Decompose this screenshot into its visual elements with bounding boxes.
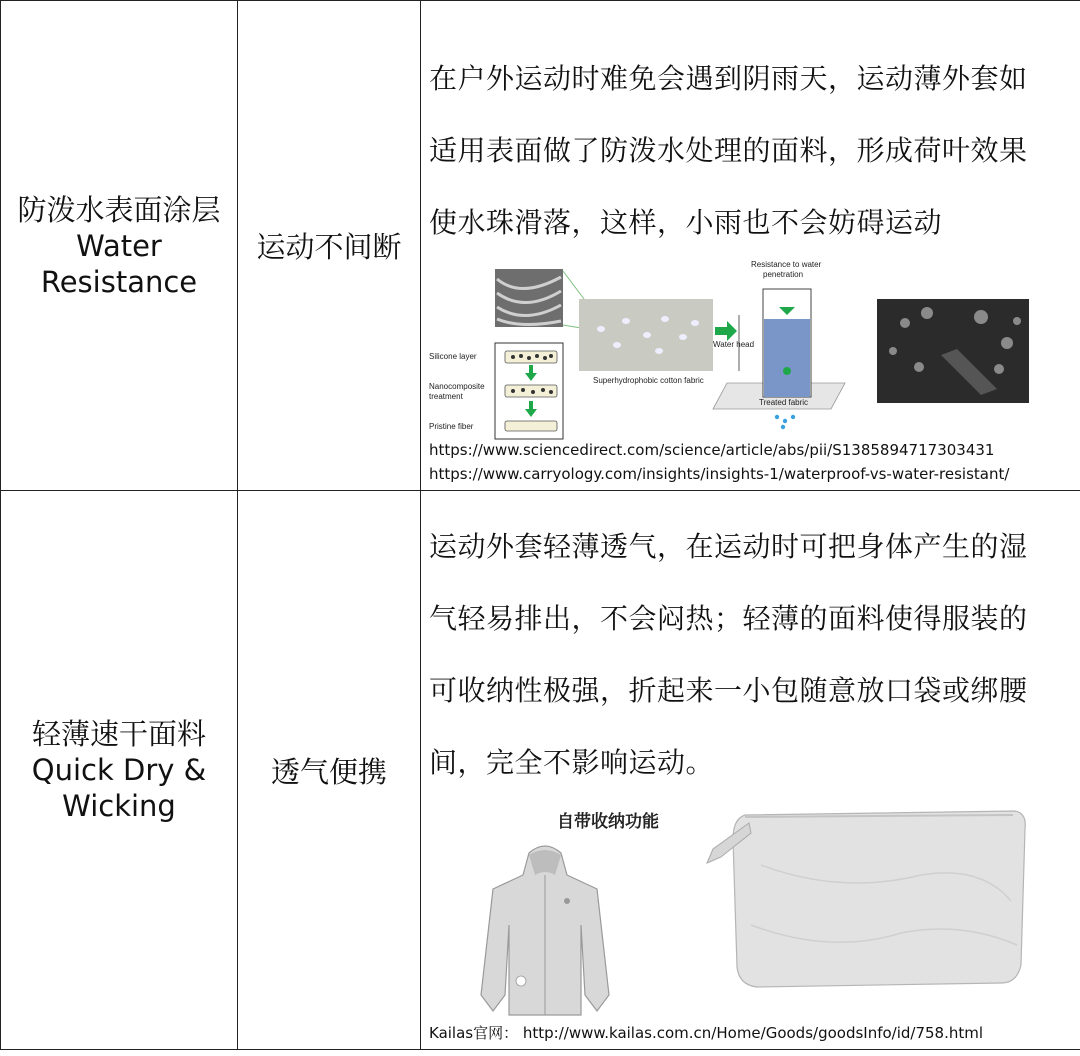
description-line: 在户外运动时难免会遇到阴雨天，运动薄外套如: [429, 61, 1028, 95]
benefit-label: 运动不间断: [256, 230, 402, 265]
water-resistance-figure: [421, 259, 1080, 459]
feature-name-en: Wicking: [62, 789, 176, 824]
label-penetration: penetration: [763, 269, 804, 279]
table-row: [1, 491, 1080, 1050]
source-link[interactable]: Kailas官网： http://www.kailas.com.cn/Home/Goods/goodsInfo/id/758.html: [429, 1024, 984, 1042]
description-cell: [421, 491, 1080, 1050]
label-water-head: Water head: [713, 339, 755, 349]
benefit-cell: [238, 491, 421, 1050]
description-line: 气轻易排出，不会闷热；轻薄的面料使得服装的: [429, 602, 1028, 636]
description-text: [421, 505, 1080, 799]
label-resistance: Resistance to water: [751, 259, 822, 269]
label-nanocomposite: Nanocomposite: [429, 381, 485, 391]
label-treatment: treatment: [429, 391, 463, 401]
benefit-cell: [238, 1, 421, 491]
jacket-illustration: [481, 846, 609, 1015]
description-line: 可收纳性极强，折起来一小包随意放口袋或绑腰: [429, 674, 1028, 708]
feature-name-en: Resistance: [40, 264, 198, 299]
description-cell: [421, 1, 1080, 491]
source-link[interactable]: https://www.carryology.com/insights/insights-1/waterproof-vs-water-resistant/: [429, 465, 1010, 484]
table-row: [1, 1, 1080, 491]
description-line: 使水珠滑落，这样，小雨也不会妨碍运动: [429, 205, 943, 239]
description-line: 适用表面做了防泼水处理的面料，形成荷叶效果: [429, 133, 1028, 167]
feature-name-en: Quick Dry &: [31, 753, 207, 788]
feature-name-zh: 防泼水表面涂层: [17, 192, 221, 227]
figure-caption: 自带收纳功能: [557, 812, 659, 833]
description-line: 运动外套轻薄透气，在运动时可把身体产生的湿: [429, 530, 1028, 564]
packed-pouch-illustration: [707, 811, 1025, 987]
label-cotton-fabric: Superhydrophobic cotton fabric: [593, 375, 704, 385]
label-silicone-layer: Silicone layer: [429, 351, 477, 361]
label-pristine-fiber: Pristine fiber: [429, 421, 474, 431]
description-text: [421, 33, 1080, 259]
benefit-label: 透气便携: [270, 754, 387, 789]
feature-name-zh: 轻薄速干面料: [31, 717, 206, 752]
feature-cell: [1, 1, 238, 491]
feature-cell: [1, 491, 238, 1050]
label-treated-fabric: Treated fabric: [759, 397, 809, 407]
description-line: 间，完全不影响运动。: [429, 746, 715, 780]
feature-name-en: Water: [76, 228, 162, 263]
packable-jacket-figure: [421, 805, 1080, 1035]
source-link[interactable]: https://www.sciencedirect.com/science/article/abs/pii/S1385894717303431: [429, 441, 995, 460]
source-links: [421, 438, 1009, 486]
arrow-icon: [715, 321, 737, 341]
